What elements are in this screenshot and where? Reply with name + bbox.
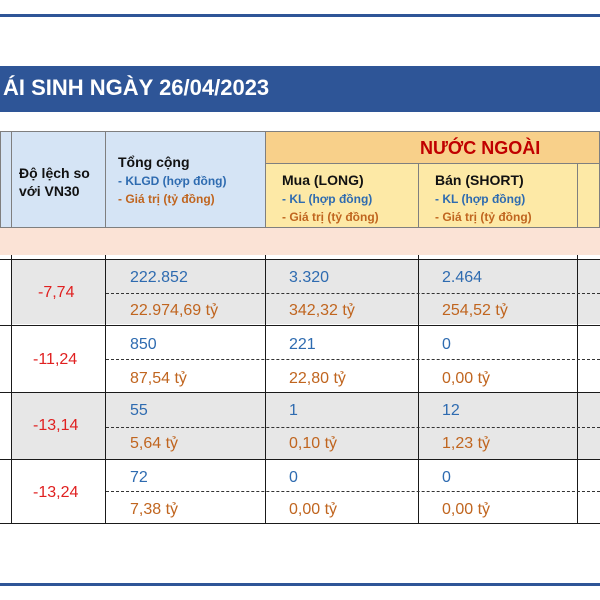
header-total-sub2: - Giá trị (tỷ đồng): [118, 192, 215, 206]
header-deviation: [11, 131, 106, 228]
grid-line: [106, 293, 600, 294]
header-long-sub1: - KL (hợp đồng): [282, 192, 373, 206]
header-long-sub2: - Giá trị (tỷ đồng): [282, 210, 379, 224]
row-2-long-volume: 221: [289, 336, 316, 353]
grid-line: [11, 255, 12, 524]
top-rule: [0, 14, 600, 17]
row-3-short-volume: 12: [442, 402, 460, 419]
row-4-long-volume: 0: [289, 469, 298, 486]
table-row-1-next: [578, 260, 600, 324]
grid-line: [105, 255, 106, 524]
grid-line: [106, 359, 600, 360]
row-3-total-value: 5,64 tỷ: [130, 435, 179, 452]
grid-line: [106, 491, 600, 492]
grid-line: [0, 392, 600, 393]
header-short-sub2: - Giá trị (tỷ đồng): [435, 210, 532, 224]
grid-line: [0, 459, 600, 460]
row-2-total-value: 87,54 tỷ: [130, 370, 187, 387]
header-total-title: Tổng cộng: [118, 154, 190, 170]
row-3-deviation: -13,14: [33, 417, 79, 434]
header-deviation-line2: với VN30: [19, 183, 80, 199]
row-3-long-value: 0,10 tỷ: [289, 435, 338, 452]
row-4-short-volume: 0: [442, 469, 451, 486]
header-short-sub1: - KL (hợp đồng): [435, 192, 526, 206]
row-3-short-value: 1,23 tỷ: [442, 435, 491, 452]
row-3-total-volume: 55: [130, 402, 148, 419]
row-3-long-volume: 1: [289, 402, 298, 419]
grid-line: [0, 523, 600, 524]
grid-line: [418, 255, 419, 524]
row-4-total-value: 7,38 tỷ: [130, 501, 179, 518]
row-4-long-value: 0,00 tỷ: [289, 501, 338, 518]
row-4-short-value: 0,00 tỷ: [442, 501, 491, 518]
grid-line: [577, 255, 578, 524]
data-table: [0, 131, 600, 524]
row-1-long-value: 342,32 tỷ: [289, 302, 355, 319]
row-2-short-value: 0,00 tỷ: [442, 370, 491, 387]
row-2-long-value: 22,80 tỷ: [289, 370, 346, 387]
row-2-total-volume: 850: [130, 336, 157, 353]
header-short-title: Bán (SHORT): [435, 172, 524, 188]
header-short: [418, 163, 578, 228]
row-1-long-volume: 3.320: [289, 269, 330, 286]
grid-line: [106, 427, 600, 428]
page-title: ÁI SINH NGÀY 26/04/2023: [3, 75, 270, 100]
section-band: [0, 228, 600, 255]
header-foreign-label: NƯỚC NGOÀI: [420, 138, 541, 158]
grid-line: [0, 325, 600, 326]
header-deviation-line1: Độ lệch so: [19, 165, 90, 181]
header-foreign: [265, 131, 600, 164]
header-long-title: Mua (LONG): [282, 172, 364, 188]
row-2-deviation: -11,24: [33, 351, 78, 368]
row-1-short-volume: 2.464: [442, 269, 483, 286]
header-total: [105, 131, 266, 228]
title-bar: [0, 66, 600, 112]
row-1-short-value: 254,52 tỷ: [442, 302, 508, 319]
header-total-sub1: - KLGD (hợp đồng): [118, 174, 227, 188]
grid-line: [0, 259, 600, 260]
header-next-column: [577, 163, 600, 228]
row-4-total-volume: 72: [130, 469, 148, 486]
row-1-total-value: 22.974,69 tỷ: [130, 302, 219, 319]
bottom-rule: [0, 583, 600, 586]
row-4-deviation: -13,24: [33, 484, 79, 501]
row-2-short-volume: 0: [442, 336, 451, 353]
row-1-total-volume: 222.852: [130, 269, 188, 286]
table-row-3-next: [578, 393, 600, 459]
grid-line: [265, 255, 266, 524]
row-1-deviation: -7,74: [38, 284, 75, 301]
header-long: [265, 163, 419, 228]
